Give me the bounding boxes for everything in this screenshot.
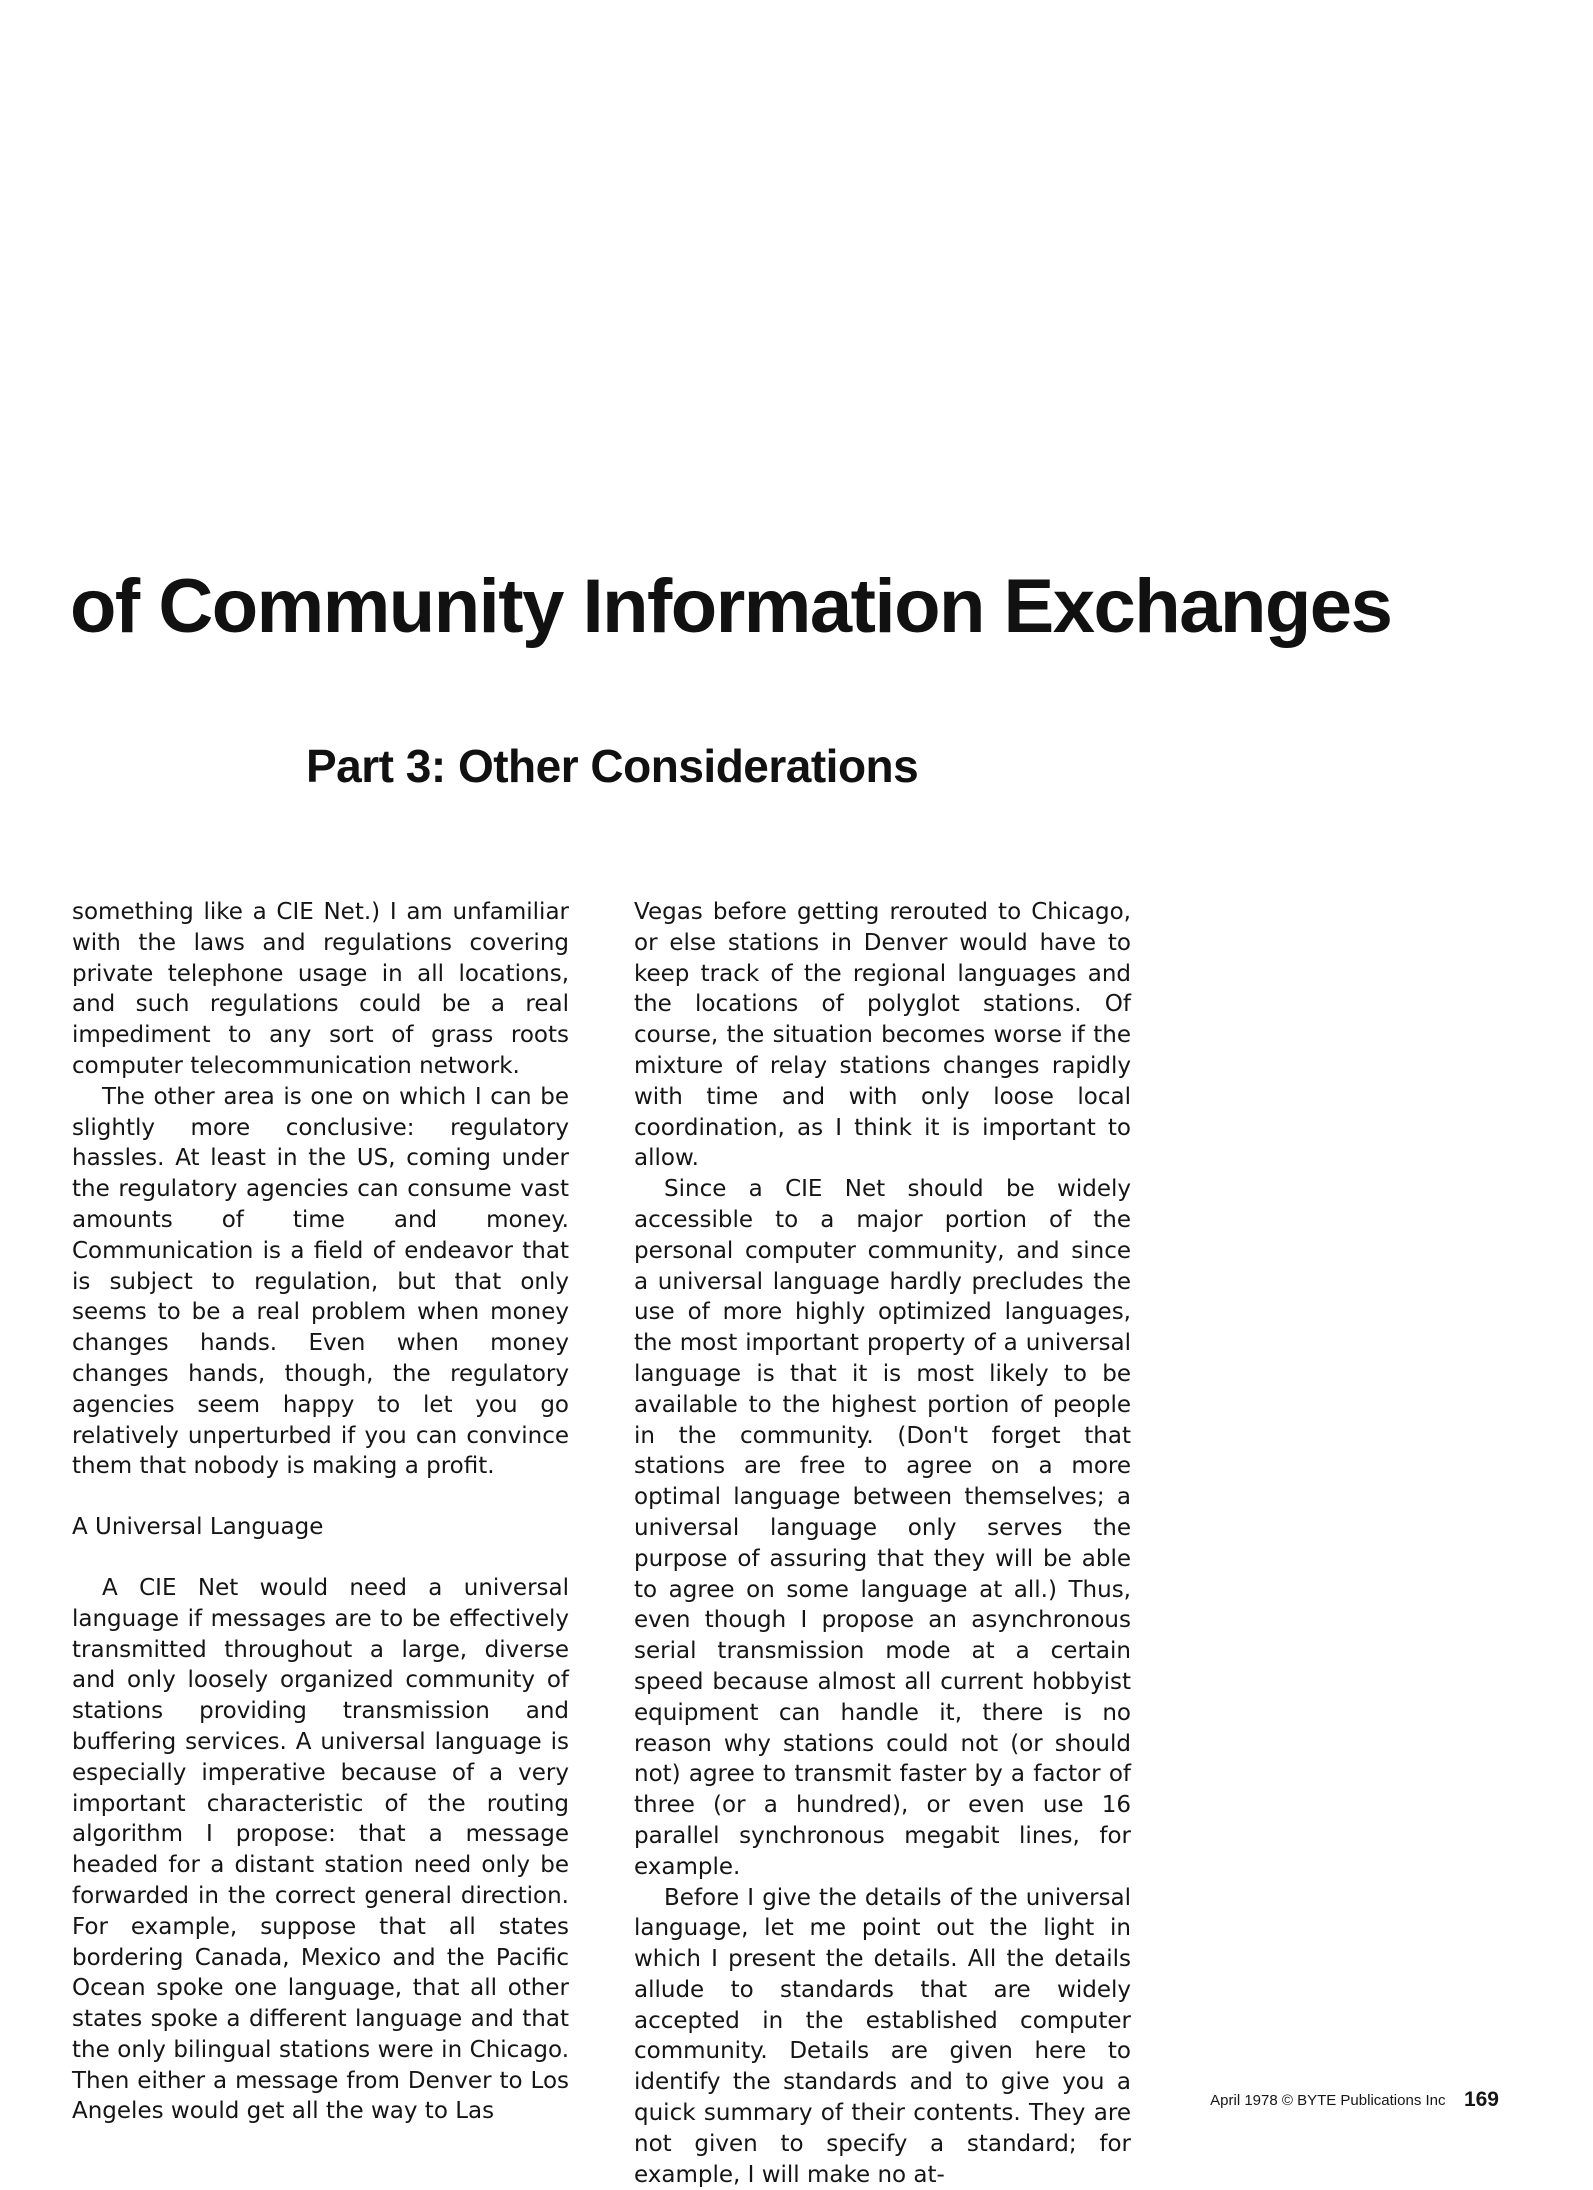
body-paragraph: something like a CIE Net.) I am unfamiliar with the laws and regulations covering private telephone usage in all locations, and such regulations could be a real impediment to any sort of grass roots computer telecommunication network. xyxy=(72,897,569,1082)
article-title: of Community Information Exchanges xyxy=(70,562,1391,652)
body-paragraph: Vegas before getting rerouted to Chicago, or else stations in Denver would have to keep track of the regional languages and the locations of polyglot stations. Of course, the situation becomes worse if the mixture of relay stations changes rapidly with time and with only loose local coordination, as I think it is important to allow. xyxy=(634,897,1131,1174)
body-paragraph: Before I give the details of the universal language, let me point out the light in which I present the details. All the details allude to standards that are widely accepted in the established computer community. Details are given here to identify the standards and to give you a quick summary of their contents. They are not given to specify a standard; for example, I will make no at- xyxy=(634,1883,1131,2190)
section-heading: A Universal Language xyxy=(72,1512,569,1543)
page-footer xyxy=(1210,2088,1499,2112)
body-paragraph: A CIE Net would need a universal language if messages are to be effectively transmitted throughout a large, diverse and only loosely organized community of stations providing transmission and buffering services. A universal language is especially imperative because of a very important characteristic of the routing algorithm I propose: that a message headed for a distant station need only be forwarded in the correct general direction. For example, suppose that all states bordering Canada, Mexico and the Pacific Ocean spoke one language, that all other states spoke a different language and that the only bilingual stations were in Chicago. Then either a message from Denver to Los Angeles would get all the way to Las xyxy=(72,1573,569,2127)
body-paragraph: Since a CIE Net should be widely accessible to a major portion of the personal computer community, and since a universal language hardly precludes the use of more highly optimized languages, the most important property of a universal language is that it is most likely to be available to the highest portion of people in the community. (Don't forget that stations are free to agree on a more optimal language between themselves; a universal language only serves the purpose of assuring that they will be able to agree on some language at all.) Thus, even though I propose an asynchronous serial transmission mode at a certain speed because almost all current hobbyist equipment can handle it, there is no reason why stations could not (or should not) agree to transmit faster by a factor of three (or a hundred), or even use 16 parallel synchronous megabit lines, for example. xyxy=(634,1174,1131,1882)
footer-credit: April 1978 © BYTE Publications Inc xyxy=(1210,2092,1445,2109)
article-subtitle: Part 3: Other Considerations xyxy=(306,737,918,795)
left-column xyxy=(72,897,569,2127)
page-number: 169 xyxy=(1464,2088,1499,2111)
body-paragraph: The other area is one on which I can be slightly more conclusive: regulatory hassles. At least in the US, coming under the regulatory agencies can consume vast amounts of time and money. Communication is a field of endeavor that is subject to regulation, but that only seems to be a real problem when money changes hands. Even when money changes hands, though, the regulatory agencies seem happy to let you go relatively unperturbed if you can convince them that nobody is making a profit. xyxy=(72,1082,569,1482)
right-column xyxy=(634,897,1131,2190)
